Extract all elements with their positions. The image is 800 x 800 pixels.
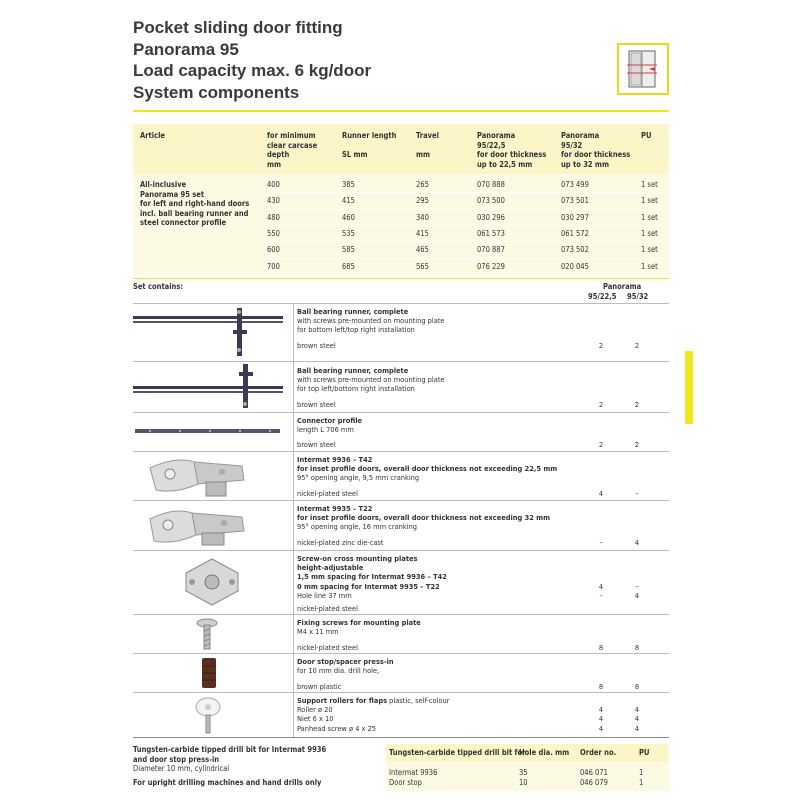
title-line-3: Load capacity max. 6 kg/door: [133, 61, 372, 80]
table-cell-runner: 415: [342, 196, 355, 206]
table-cell-runner: 535: [342, 228, 355, 238]
roller-sub-label: Panhead screw ø 4 x 25: [297, 723, 377, 733]
item-line: M4 x 11 mm: [297, 627, 339, 637]
item-finish: brown steel: [297, 440, 336, 449]
qty-95-22-5: 4: [598, 714, 604, 724]
th-article: Article: [140, 131, 165, 140]
table-cell-runner: 685: [342, 261, 355, 271]
qty-95-32: 8: [634, 643, 640, 652]
drill-r2-c3: 046 079: [580, 778, 608, 787]
table-cell-travel: 340: [416, 212, 429, 222]
set-col-2: 95/32: [627, 292, 649, 301]
door-stop-image: [198, 656, 220, 690]
item-title: Intermat 9936 – T42: [297, 455, 373, 464]
item-line: 95° opening angle, 16 mm cranking: [297, 522, 418, 532]
table-row-divider: [262, 192, 669, 193]
item-finish: brown plastic: [297, 682, 342, 691]
table-cell-travel: 295: [416, 196, 429, 206]
set-divider: [133, 278, 669, 279]
side-tab-marker: [685, 351, 693, 424]
drill-r1-c4: 1: [639, 768, 644, 777]
connector-profile-image: [135, 425, 283, 437]
table-cell-depth: 700: [267, 261, 280, 271]
drill-note: For upright drilling machines and hand drills only: [133, 778, 322, 787]
fixing-screw-image: [192, 617, 222, 651]
item-finish: nickel-plated zinc die-cast: [297, 538, 384, 547]
page-title: [133, 17, 371, 103]
qty-95-22-5: 4: [598, 705, 604, 715]
item-line: with screws pre-mounted on mounting plate: [297, 375, 445, 385]
mounting-plate-image: [176, 553, 248, 611]
drill-r2-c4: 1: [639, 778, 644, 787]
drill-r1-c1: Intermat 9936: [389, 768, 438, 777]
item-bold-line: for inset profile doors, overall door thickness not exceeding 22,5 mm: [297, 464, 558, 474]
drill-th-1: Tungsten-carbide tipped drill bit for: [389, 748, 526, 757]
table-cell-pu: 1 set: [641, 212, 658, 222]
table-cell-depth: 400: [267, 180, 280, 189]
item-finish: brown steel: [297, 341, 336, 350]
table-cell-p32: 020 045: [561, 261, 589, 271]
table-cell-p32: 073 499: [561, 180, 589, 189]
item-title: Connector profile: [297, 416, 363, 425]
table-cell-pu: 1 set: [641, 228, 658, 238]
table-cell-p225: 070 888: [477, 180, 505, 189]
set-col-title: Panorama: [603, 282, 642, 291]
roller-sub-label: Roller ø 20: [297, 705, 333, 715]
item-line: for top left/bottom right installation: [297, 384, 415, 394]
table-row-divider: [262, 258, 669, 259]
qty-95-22-5: 4: [598, 581, 604, 591]
title-line-1: Pocket sliding door fitting: [133, 18, 343, 37]
hinge-9936-image: [146, 454, 250, 500]
qty-95-32: 2: [634, 440, 640, 449]
table-cell-travel: 265: [416, 180, 429, 189]
drill-th-2: Hole dia. mm: [519, 748, 570, 757]
table-cell-runner: 585: [342, 245, 355, 255]
table-cell-runner: 460: [342, 212, 355, 222]
item-line: for bottom left/top right installation: [297, 325, 415, 335]
item-title: Fixing screws for mounting plate: [297, 618, 421, 627]
table-cell-p225: 073 500: [477, 196, 505, 206]
table-cell-travel: 465: [416, 245, 429, 255]
item-title: Door stop/spacer press-in: [297, 657, 394, 666]
set-contains-label: Set contains:: [133, 282, 184, 291]
qty-95-32: 4: [634, 705, 640, 715]
th-panorama-22-5: Panorama 95/22,5 for door thickness up to 22,5 mm: [477, 131, 547, 169]
qty-95-22-5: –: [599, 538, 603, 547]
qty-95-22-5: 4: [598, 489, 604, 498]
item-bold-line: height-adjustable: [297, 563, 364, 573]
item-title: Intermat 9935 – T22: [297, 504, 373, 513]
item-title: Ball bearing runner, complete: [297, 366, 409, 375]
table-row-divider: [262, 225, 669, 226]
qty-95-32: 4: [634, 590, 640, 600]
table-row-divider: [262, 209, 669, 210]
qty-95-22-5: 8: [598, 643, 604, 652]
table-cell-depth: 550: [267, 228, 280, 238]
set-col-1: 95/22,5: [588, 292, 617, 301]
title-line-4: System components: [133, 82, 300, 102]
table-cell-p32: 061 572: [561, 228, 589, 238]
qty-95-32: 4: [634, 538, 640, 547]
table-row-divider: [262, 241, 669, 242]
title-divider: [133, 110, 669, 112]
qty-95-32: –: [635, 581, 639, 591]
item-finish: nickel-plated steel: [297, 604, 358, 613]
table-cell-runner: 385: [342, 180, 355, 189]
qty-95-32: 2: [634, 400, 640, 409]
runner-top-left-image: [133, 364, 283, 410]
item-bold-line: 1,5 mm spacing for Intermat 9936 – T42: [297, 572, 447, 582]
table-cell-pu: 1 set: [641, 245, 658, 255]
table-cell-pu: 1 set: [641, 261, 658, 271]
drill-r1-c2: 35: [519, 768, 528, 777]
roller-sub-label: Niet 6 x 10: [297, 714, 334, 724]
th-panorama-32: Panorama 95/32 for door thickness up to 32 mm: [561, 131, 631, 169]
drill-r2-c2: 10: [519, 778, 528, 787]
support-roller-image: [190, 695, 226, 735]
article-description: All-inclusive Panorama 95 set for left and right-hand doors incl. ball bearing runner and steel connector profile: [140, 180, 250, 228]
hinge-9935-image: [146, 503, 250, 549]
table-cell-pu: 1 set: [641, 196, 658, 206]
qty-95-22-5: 4: [598, 723, 604, 733]
qty-95-22-5: 8: [598, 682, 604, 691]
item-finish: nickel-plated steel: [297, 643, 358, 652]
qty-95-32: –: [635, 489, 639, 498]
runner-bottom-left-image: [133, 306, 283, 358]
qty-95-32: 4: [634, 723, 640, 733]
item-finish: brown steel: [297, 400, 336, 409]
th-runner: Runner length SL mm: [342, 131, 397, 160]
table-cell-p32: 030 297: [561, 212, 589, 222]
table-cell-depth: 600: [267, 245, 280, 255]
item-line: Hole line 37 mm: [297, 590, 352, 600]
table-cell-p32: 073 502: [561, 245, 589, 255]
drill-th-3: Order no.: [580, 748, 617, 757]
item-bold-line: for inset profile doors, overall door thickness not exceeding 32 mm: [297, 513, 551, 523]
item-finish: nickel-plated steel: [297, 489, 358, 498]
item-title: Screw-on cross mounting plates: [297, 554, 418, 563]
qty-95-22-5: 2: [598, 400, 604, 409]
qty-95-32: 4: [634, 714, 640, 724]
item-line: for 10 mm dia. drill hole,: [297, 666, 380, 676]
drill-r2-c1: Door stop: [389, 778, 422, 787]
drill-title: Tungsten-carbide tipped drill bit for Intermat 9936 and door stop press-in: [133, 745, 327, 764]
table-cell-p225: 070 887: [477, 245, 505, 255]
table-cell-p225: 030 296: [477, 212, 505, 222]
drill-desc: Diameter 10 mm, cylindrical: [133, 764, 230, 773]
table-cell-pu: 1 set: [641, 180, 658, 189]
item-line: with screws pre-mounted on mounting plate: [297, 316, 445, 326]
qty-95-22-5: 2: [598, 440, 604, 449]
table-cell-depth: 480: [267, 212, 280, 222]
qty-95-22-5: 2: [598, 341, 604, 350]
title-line-2: Panorama 95: [133, 39, 239, 59]
table-cell-travel: 565: [416, 261, 429, 271]
item-bold-line: 0 mm spacing for Intermat 9935 – T22: [297, 581, 440, 591]
item-title: Ball bearing runner, complete: [297, 307, 409, 316]
drill-r1-c3: 046 071: [580, 768, 608, 777]
item-title-text: Support rollers for flaps: [297, 696, 388, 705]
table-cell-p225: 076 229: [477, 261, 505, 271]
th-depth: for minimum clear carcase depth mm: [267, 131, 318, 169]
table-cell-p225: 061 573: [477, 228, 505, 238]
table-cell-travel: 415: [416, 228, 429, 238]
qty-95-32: 8: [634, 682, 640, 691]
table-cell-depth: 430: [267, 196, 280, 206]
item-line: length L 706 mm: [297, 425, 354, 435]
th-pu: PU: [641, 131, 652, 140]
qty-95-22-5: –: [599, 590, 603, 600]
th-travel: Travel mm: [416, 131, 439, 160]
item-title: [297, 696, 449, 705]
cabinet-thumbnail-image: [617, 43, 669, 95]
drill-th-4: PU: [639, 748, 650, 757]
qty-95-32: 2: [634, 341, 640, 350]
item-line: 95° opening angle, 9,5 mm cranking: [297, 473, 420, 483]
item-title-suffix: plastic, self-colour: [387, 696, 450, 705]
table-cell-p32: 073 501: [561, 196, 589, 206]
